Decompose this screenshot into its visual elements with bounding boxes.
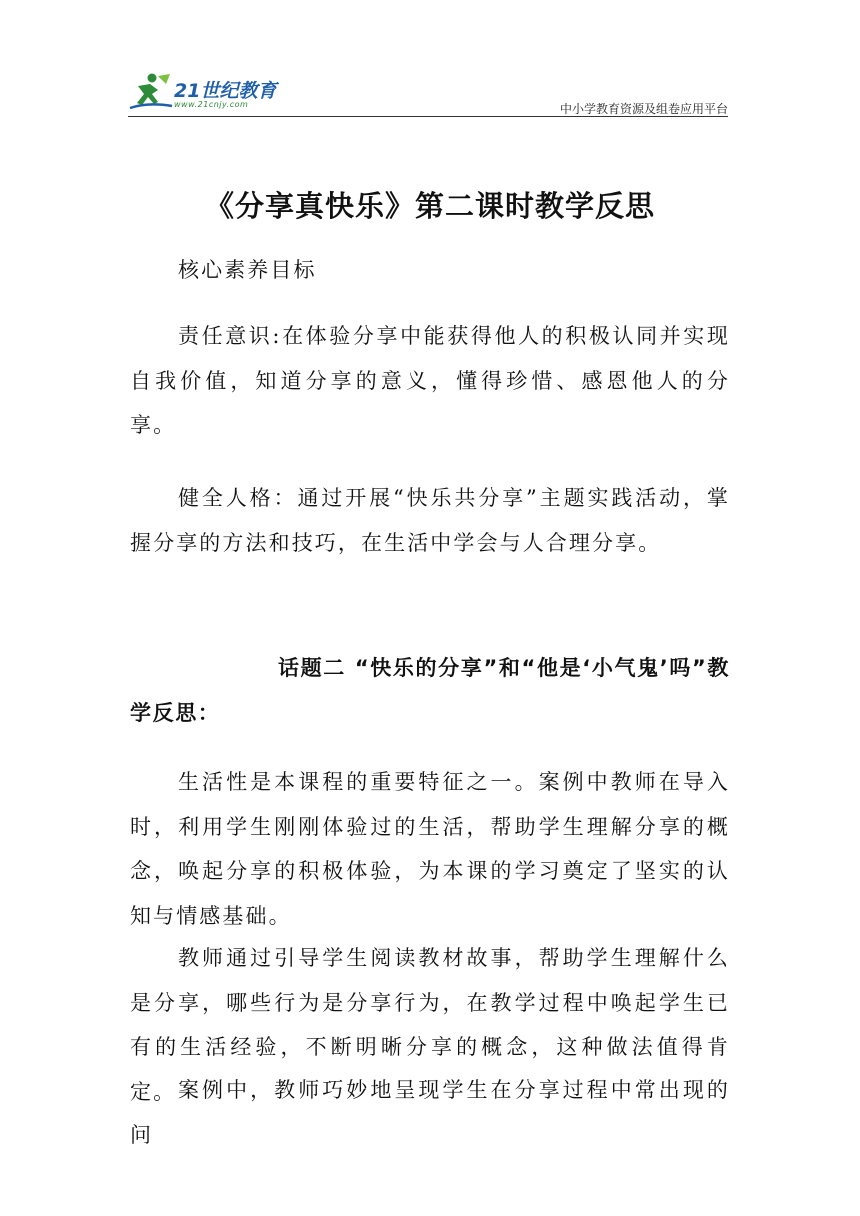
responsibility-paragraph: 责任意识:在体验分享中能获得他人的积极认同并实现自我价值，知道分享的意义，懂得珍惜、感恩他人的分享。 [130, 324, 730, 437]
header-divider [128, 116, 728, 117]
body-paragraph-1: 生活性是本课程的重要特征之一。案例中教师在导入时，利用学生刚刚体验过的生活，帮助学生理解分享的概念，唤起分享的积极体验，为本课的学习奠定了坚实的认知与情感基础。 [130, 770, 730, 928]
logo [128, 70, 308, 116]
page-header [128, 70, 728, 118]
header-platform-text: 中小学教育资源及组卷应用平台 [559, 102, 728, 116]
logo-text: 21世纪教育 [174, 80, 277, 102]
body-paragraph-2: 教师通过引导学生阅读教材故事，帮助学生理解什么是分享，哪些行为是分享行为，在教学过程中唤起学生已有的生活经验，不断明晰分享的概念，这种做法值得肯定。 [130, 946, 730, 1104]
goal-heading: 核心素养目标 [178, 258, 317, 282]
topic-heading: 话题二 “快乐的分享”和“他是‘小气鬼’吗”教学反思： [130, 656, 730, 725]
logo-url: www.21cnjy.com [174, 100, 249, 109]
personality-paragraph: 健全人格：通过开展“快乐共分享”主题实践活动，掌握分享的方法和技巧，在生活中学会与人合理分享。 [130, 486, 730, 555]
runner-logo-icon [128, 72, 174, 112]
body-paragraph-3: 案例中，教师巧妙地呈现学生在分享过程中常出现的问 [130, 1078, 730, 1147]
page-title: 《分享真快乐》第二课时教学反思 [204, 189, 655, 223]
